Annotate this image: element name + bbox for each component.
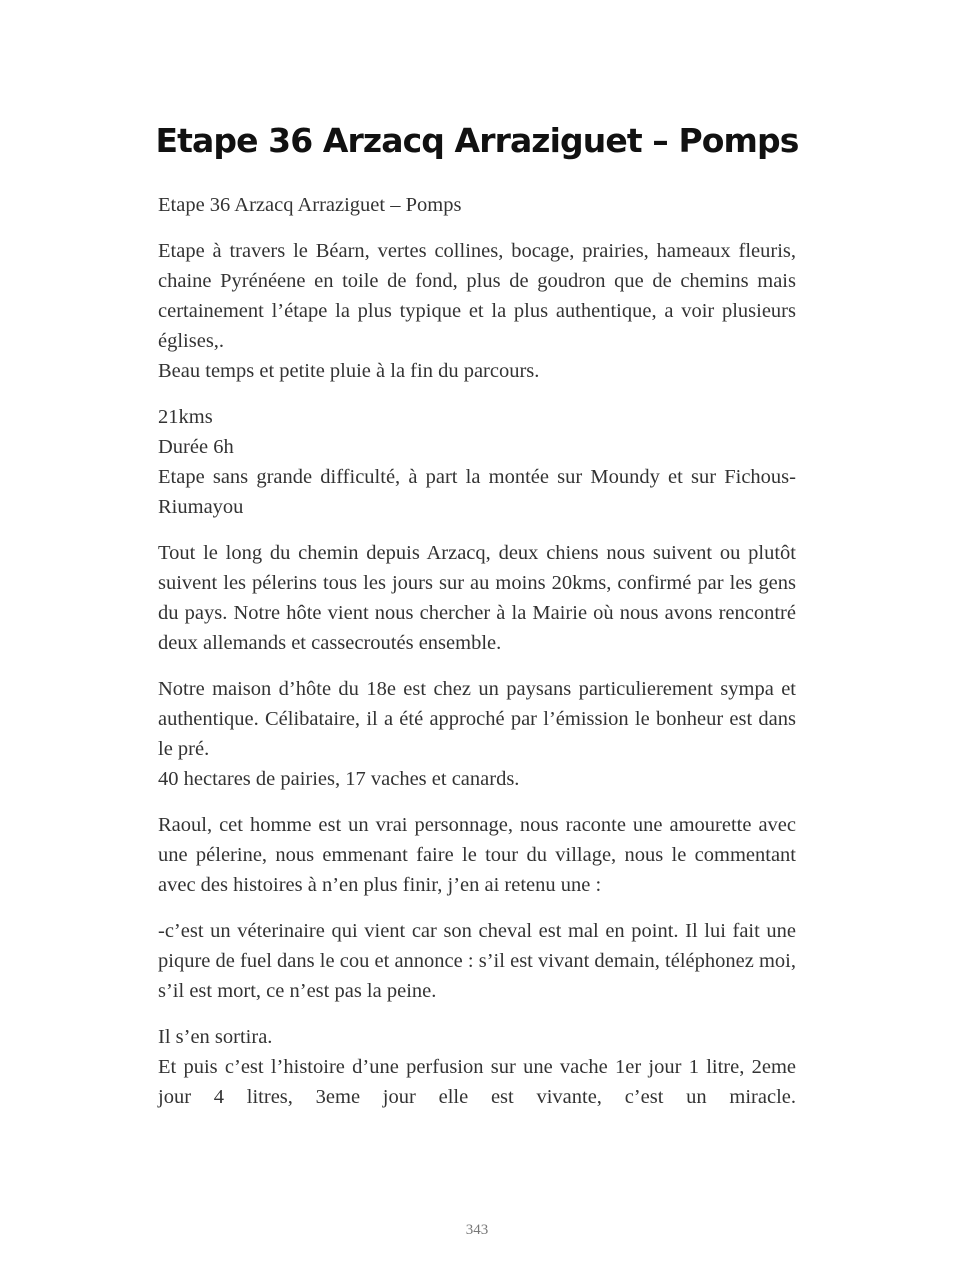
page-title: Etape 36 Arzacq Arraziguet – Pomps [155,121,799,160]
paragraph-raoul: Raoul, cet homme est un vrai personnage, nous raconte une amourette avec une pélerine, nous emmenant faire le tour du village, nous le commentant avec des histoires à n’en plus finir, j’en ai retenu une : [158,814,796,896]
paragraph-intro-text: Etape à travers le Béarn, vertes collines, bocage, prairies, hameaux fleuris, chaine Pyrénéene en toile de fond, plus de goudron que de chemins mais certainement l’étape la plus typique et la plus authentique, a voir plusieurs églises,. [158,240,796,352]
paragraph-stats [158,402,796,522]
paragraph-house-farm: 40 hectares de pairies, 17 vaches et canards. [158,768,520,790]
document-body [158,190,796,1128]
stat-duration: Durée 6h [158,436,234,458]
paragraph-vet: -c’est un véterinaire qui vient car son cheval est mal en point. Il lui fait une piqure de fuel dans le cou et annonce : s’il est vivant demain, téléphonez moi, s’il est mort, ce n’est pas la peine. [158,920,796,1002]
paragraph-intro-weather: Beau temps et petite pluie à la fin du parcours. [158,360,540,382]
subtitle: Etape 36 Arzacq Arraziguet – Pomps [158,194,462,216]
paragraph-house [158,674,796,794]
paragraph-intro [158,236,796,386]
paragraph-dogs: Tout le long du chemin depuis Arzacq, deux chiens nous suivent ou plutôt suivent les pélerins tous les jours sur au moins 20kms, confirmé par les gens du pays. Notre hôte vient nous chercher à la Mairie où nous avons rencontré deux allemands et cassecroutés ensemble. [158,542,796,654]
paragraph-outcome [158,1022,796,1112]
stat-distance: 21kms [158,406,213,428]
page-number: 343 [465,1222,489,1238]
paragraph-perfusion: Et puis c’est l’histoire d’une perfusion sur une vache 1er jour 1 litre, 2eme jour 4 litres, 3eme jour elle est vivante, c’est un miracle. [158,1056,796,1108]
paragraph-house-text: Notre maison d’hôte du 18e est chez un paysans particulierement sympa et authentique. Célibataire, il a été approché par l’émission le bonheur est dans le pré. [158,678,796,760]
stat-difficulty: Etape sans grande difficulté, à part la montée sur Moundy et sur Fichous-Riumayou [158,466,796,518]
paragraph-outcome-text: Il s’en sortira. [158,1026,273,1048]
